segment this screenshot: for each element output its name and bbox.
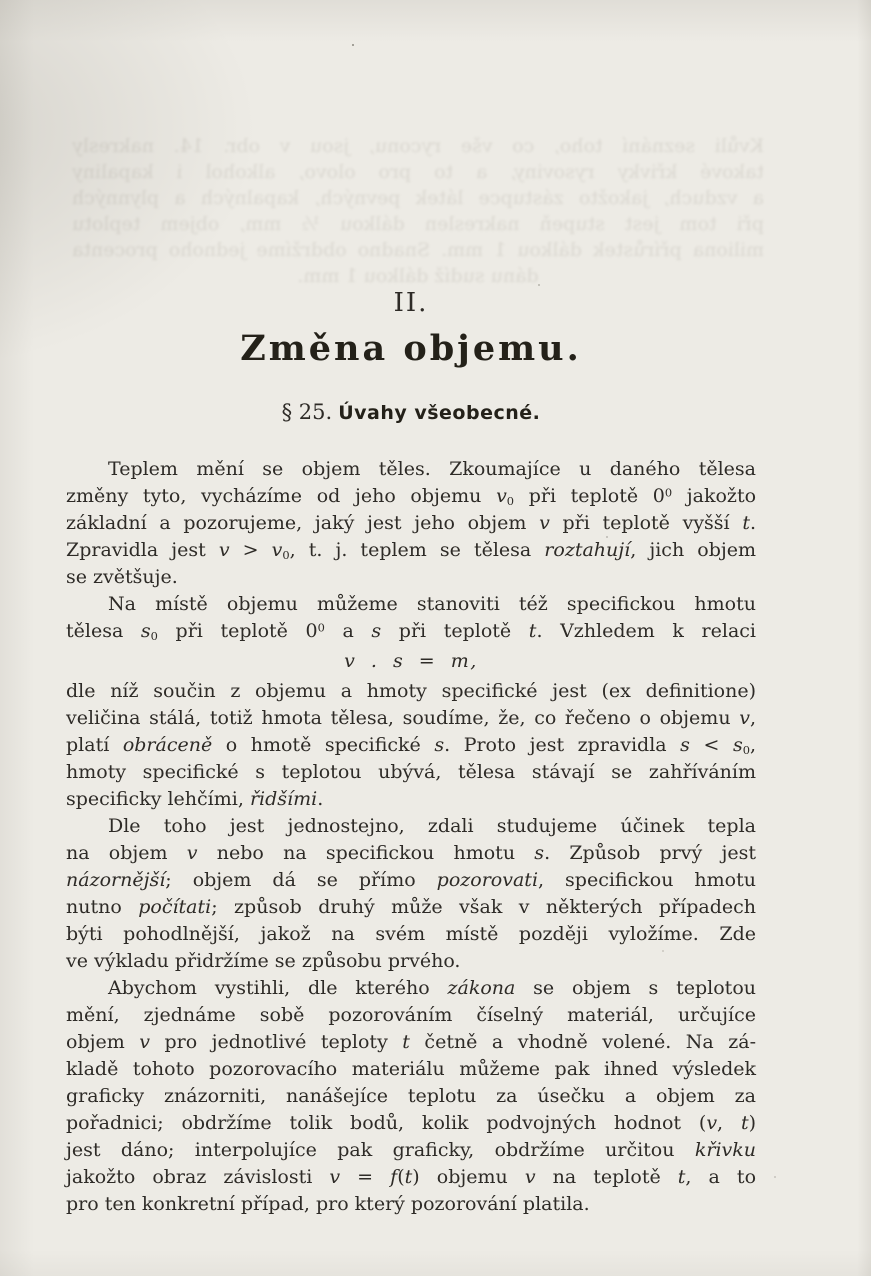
section-heading [66,399,756,426]
text-line: změny tyto, vycházíme od jeho objemu $v_0$ při teplotě $0^0$ jakožto [66,485,757,508]
section-number: § 25. [281,400,333,424]
paragraph [66,591,756,645]
text-line: specificky lehčími, řidšími. [66,788,324,810]
text-line: graficky znázorniti, nanášejíce teplotu za úsečku a objem za [66,1085,756,1107]
paragraph [66,813,756,975]
paragraph [66,678,756,813]
text-line: na objem v nebo na specifickou hmotu s. Způsob prvý jest [66,842,756,864]
paragraph [66,456,756,591]
text-line: tělesa $s_0$ při teplotě $0^0$ a s při teplotě t. Vzhledem k relaci [66,620,756,643]
text-line: platí obráceně o hmotě specifické s. Proto jest zpravidla $s < s_0$, [66,734,756,757]
text-line: dle níž součin z objemu a hmoty specifické jest (ex definitione) [66,680,756,702]
page-body [66,456,756,1218]
bleedthrough-line: dánu sudíž dálkou 1 mm. [297,265,539,287]
section-title: Úvahy všeobecné. [338,402,541,424]
text-line: Teplem mění se objem těles. Zkoumajíce u daného tělesa [108,458,756,480]
text-line: Abychom vystihli, dle kterého zákona se objem s teplotou [108,977,756,999]
text-line: objem v pro jednotlivé teploty t četně a vhodně volené. Na zá- [66,1031,756,1053]
bleedthrough-line: miliona přírůstek dálkou 1 mm. Snadno obdržíme jednoho procenta [72,239,764,261]
text-line: Na místě objemu můžeme stanoviti též specifickou hmotu [108,593,756,615]
text-line: pořadnici; obdržíme tolik bodů, kolik podvojných hodnot (v, t) [66,1112,756,1134]
text-line: jakožto obraz závislosti v = f(t) objemu v na teplotě t, a to [66,1166,757,1188]
text-line: Dle toho jest jednostejno, zdali studujeme účinek tepla [108,815,756,837]
text-line: jest dáno; interpolujíce pak graficky, obdržíme určitou křivku [66,1139,756,1161]
text-line: ve výkladu přidržíme se způsobu prvého. [66,950,461,972]
bleedthrough-block [72,133,764,289]
text-line: pro ten konkretní případ, pro který pozorování platila. [66,1193,590,1215]
text-line: názornější; objem dá se přímo pozorovati, specifickou hmotu [66,869,756,891]
bleedthrough-line: při tom jest stupeň nakreslen dálkou ½ mm, objem teplotu [72,213,764,235]
text-line: se zvětšuje. [66,566,178,588]
bleedthrough-line: Kvůli seznání toho, co vše ryconu, jsou v obr. 14. nakresly [72,135,764,157]
bleedthrough-line: a vzduch, jakožto zástupce látek pevných, kapalných a plynných [72,187,764,209]
text-line: hmoty specifické s teplotou ubývá, tělesa stávají se zahříváním [66,761,756,783]
page-content [66,288,756,1218]
text-line: býti pohodlnější, jakož na svém místě později vyložíme. Zde [66,923,756,945]
text-line: mění, zjednáme sobě pozorováním číselný materiál, určujíce [66,1004,756,1026]
text-line: nutno počítati; způsob druhý může však v některých případech [66,896,757,918]
inline-formula: v . s = m, [344,650,478,672]
text-line: veličina stálá, totiž hmota tělesa, soudíme, že, co řečeno o objemu v, [66,707,756,729]
text-line: základní a pozorujeme, jaký jest jeho objem v při teplotě vyšší t. [66,512,756,534]
bleedthrough-line: takové křivky rysoviny, a to pro olovo, alkohol i kapaliny [72,161,764,183]
text-line: kladě tohoto pozorovacího materiálu můžeme pak ihned výsledek [66,1058,756,1080]
paragraph [66,975,756,1218]
text-line: Zpravidla jest $v > v_0$, t. j. teplem se tělesa roztahují, jich objem [66,539,757,562]
chapter-number: II. [393,288,429,318]
chapter-title: Změna objemu. [240,328,582,369]
